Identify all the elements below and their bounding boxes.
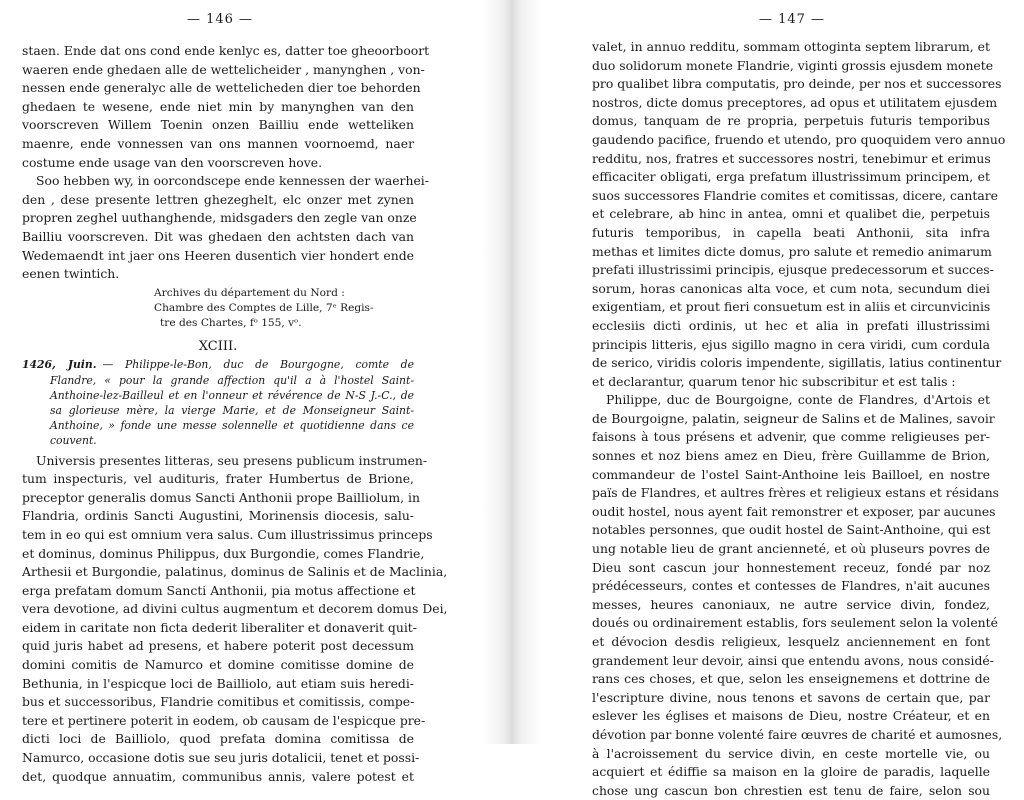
text-line: Wedemaendt int jaer ons Heeren dusentich vier hondert ende [22, 247, 414, 263]
text-line: staen. Ende dat ons cond ende kenlyc es, datter toe gheoorboort [22, 43, 430, 58]
text-line: tum inspecturis, vel audituris, frater Humbertus de Brione, [22, 471, 414, 487]
text-line: vera devotione, ad divini cultus augmentum et decorem domus Dei, [22, 601, 448, 617]
text-line: valet, in annuo redditu, sommam ottoginta septem librarum, et [592, 39, 990, 54]
text-line: eslever les églises et maisons de Dieu, nostre Créateur, et en [592, 708, 990, 724]
text-line: futuris temporibus, in capella beati Anthonii, sita infra [592, 224, 990, 240]
text-line: à l'acroissement du service divin, en ceste mortelle vie, ou [592, 745, 990, 761]
text-line: Bailliu voorscreven. Dit was ghedaen den achtsten dach van [22, 228, 414, 244]
text-line: sorum, horas canonicas alta voce, et cum nota, secundum diei [592, 280, 990, 296]
text-line: Bethunia, in l'espicque loci de Bailliolo, aut etiam suis heredi- [22, 675, 414, 691]
document-date: 1426, Juin. [22, 358, 97, 372]
text-line: doués ou ordinairement establis, fors seulement selon la volenté [592, 615, 998, 631]
summary-heading: — Philippe-le-Bon, duc de Bourgogne, comte de [102, 358, 414, 372]
text-line: eenen twintich. [22, 266, 120, 282]
text-line: oudit hostel, nous ayent fait remonstrer et exposer, par aucunes [592, 503, 996, 519]
summary-first-line [22, 357, 414, 372]
summary-line: Anthoine, » fonde une messe solennelle et quotidienne dans ce [50, 419, 414, 433]
french-charter-text [592, 391, 1003, 800]
text-line: de Bourgoigne, palatin, seigneur de Salins et de Malines, savoir [592, 410, 995, 426]
left-intro-paragraph [22, 42, 430, 172]
text-line: tere et pertinere poterit in eodem, ob causam de l'espicque pre- [22, 712, 426, 728]
text-line: dicti loci de Bailliolo, quod prefata domina comitissa de [22, 731, 414, 747]
text-line: domus, tanquam de re propria, perpetuis futuris temporibus [592, 113, 990, 129]
text-line: ung notable lieu de grant ancienneté, et où pluseurs povres de [592, 541, 990, 557]
text-line: grandement leur devoir, ainsi que entendu avons, nous considé- [592, 652, 994, 668]
book-gutter [482, 0, 542, 744]
text-line: païs de Flandres, et aultres frères et religieux estans et résidans [592, 485, 1000, 501]
text-line: sonnes et noz biens amez en Dieu, frère Guillamme de Brion, [592, 448, 990, 464]
text-line: notables personnes, que oudit hostel de Saint-Anthoine, qui est [592, 522, 991, 538]
text-line: Philippe, duc de Bourgoigne, conte de Flandres, d'Artois et [606, 392, 990, 408]
left-page-number: — 146 — [186, 12, 254, 27]
text-line: waeren ende ghedaen alle de wettelicheider , manynghen , von- [22, 61, 425, 77]
left-closing-paragraph [22, 172, 429, 284]
text-line: commandeur de l'ostel Saint-Anthoine leis Bailloel, en nostre [592, 466, 990, 482]
text-line: exigentiam, et prout fieri consuetum est in aliis et circunvicinis [592, 299, 991, 315]
text-line: principis litteris, ejus sigillo magno in cera viridi, cum cordula [592, 336, 990, 352]
text-line: chose ung cascun bon chrestien est tenu de faire, selon sou [592, 782, 990, 798]
text-line: duo solidorum monete Flandrie, viginti grossis ejusdem monete [592, 57, 994, 73]
text-line: bus et successoribus, Flandrie comitibus et comitissis, compe- [22, 694, 415, 710]
text-line: de serico, viridis coloris impendente, sigillatis, latius continentur [592, 355, 1002, 371]
text-line: Namurco, occasione dotis sue seu juris dotalicii, tenet et possi- [22, 750, 420, 766]
citation-line: tre des Chartes, fᵒ 155, vᵒ. [160, 317, 302, 330]
text-line: efficaciter obligati, erga prefatum illustrissimum principem, et [592, 169, 990, 185]
archive-source-citation [22, 286, 414, 332]
text-line: domini comitis de Namurco et domine comitisse domine de [22, 657, 414, 673]
text-line: costume ende usage van den voorscreven hove. [22, 154, 323, 170]
text-line: l'escripture divine, nous tenons et savons de certain que, par [592, 689, 990, 705]
text-line: et celebrare, ab hinc in antea, omni et qualibet die, perpetuis [592, 206, 990, 222]
summary-line: Anthoine-lez-Bailleul et en l'onneur et révérence de N-S J.-C., de [50, 388, 414, 402]
text-line: prédécesseurs, contes et contesses de Flandres, n'ait aucunes [592, 578, 990, 594]
text-line: Universis presentes litteras, seu presens publicum instrumen- [36, 452, 428, 468]
text-line: ecclesiis dicti ordinis, ut hec et alia in prefati illustrissimi [592, 317, 990, 333]
text-line: Arthesii et Burgondie, palatinus, dominus de Salinis et de Maclinia, [22, 564, 448, 580]
right-page-text [592, 38, 1006, 800]
text-line: et dominus, dominus Philippus, dux Burgondie, comes Flandrie, [22, 545, 425, 561]
latin-charter-text [22, 452, 448, 787]
text-line: propren zeghel uuthanghende, midsgaders den zegle van onze [22, 210, 417, 226]
text-line: Soo hebben wy, in oorcondscepe ende kennessen der waerhei- [36, 173, 429, 189]
text-line: Flandria, ordinis Sancti Augustini, Morinensis diocesis, salu- [22, 508, 414, 524]
left-page [0, 0, 482, 784]
text-line: tem in eo qui est omnium vera salus. Cum illustrissimus princeps [22, 526, 433, 542]
text-line: eidem in caritate non ficta dederit liberaliter et donaverit quit- [22, 619, 417, 635]
text-line: dévotion par bonne volenté faire œuvres de charité et aumosnes, [592, 726, 1003, 742]
right-page [542, 0, 1024, 798]
text-line: den , dese presente lettren ghezeghelt, elc onzer met zynen [22, 191, 414, 207]
text-line: methas et limites dicte domus, pro salute et remedio animarum [592, 243, 992, 259]
text-line: rans ces choses, et que, selon les enseignemens et dottrine de [592, 671, 990, 687]
text-line: nostros, dicte domus preceptores, ad opus et utilitatem ejusdem [592, 94, 998, 110]
summary-line: couvent. [50, 434, 97, 448]
text-line: gaudendo pacifice, fruendo et utendo, pro quoquidem vero annuo [592, 131, 1006, 147]
document-summary [22, 357, 414, 448]
text-line: nessen ende generalyc alle de wettelicheden dier toe behorden [22, 80, 421, 96]
text-line: ghedaen te wesene, ende niet min by manynghen van den [22, 98, 414, 114]
citation-line: Archives du département du Nord : [154, 286, 345, 299]
text-line: preceptor generalis domus Sancti Anthonii prope Bailliolum, in [22, 489, 420, 505]
text-line: maenre, ende vonnessen van ons mannen voornoemd, naer [22, 135, 414, 151]
text-line: prefati illustrissimi principis, ejusque predecessorum et succes- [592, 262, 994, 278]
text-line: faisons à tous présens et advenir, que comme religieuses per- [592, 429, 990, 445]
document-number: XCIII. [198, 339, 238, 355]
text-line: det, quodque annuatim, communibus annis, valere potest et [22, 768, 414, 784]
text-line: acquiert et édiffie sa maison en la gloire de paradis, laquelle [592, 764, 990, 780]
text-line: et dévocion desdis religieux, lesquelz anciennement en font [592, 634, 990, 649]
text-line: Dieu sont cascun jour honnestement receuz, fondé par noz [592, 559, 990, 575]
text-line: messes, heures canoniaux, ne autre service divin, fondez, [592, 596, 990, 612]
left-page-text [22, 42, 448, 786]
text-line: pro qualibet libra computatis, pro deinde, per nos et successores [592, 76, 1002, 92]
text-line: quid juris habet ad presens, et habere poterit post decessum [22, 638, 414, 654]
text-line: et declarantur, quarum tenor hic subscribitur et est talis : [592, 373, 956, 389]
text-line: redditu, nos, fratres et successores nostri, tenebimur et erimus [592, 150, 991, 166]
summary-line: sa glorieuse mère, la vierge Marie, et de Monseigneur Saint- [50, 403, 414, 417]
citation-line: Chambre des Comptes de Lille, 7ᵉ Regis- [154, 301, 374, 314]
text-line: voorscreven Willem Toenin onzen Bailliu ende wetteliken [22, 117, 414, 133]
right-page-number: — 147 — [758, 12, 826, 27]
latin-charter-continuation [592, 38, 1006, 391]
summary-line: Flandre, « pour la grande affection qu'il a à l'hostel Saint- [50, 373, 414, 387]
text-line: suos successores Flandrie comites et comitissas, dicere, cantare [592, 187, 998, 203]
text-line: erga prefatam domum Sancti Anthonii, pia motus affectione et [22, 582, 416, 598]
